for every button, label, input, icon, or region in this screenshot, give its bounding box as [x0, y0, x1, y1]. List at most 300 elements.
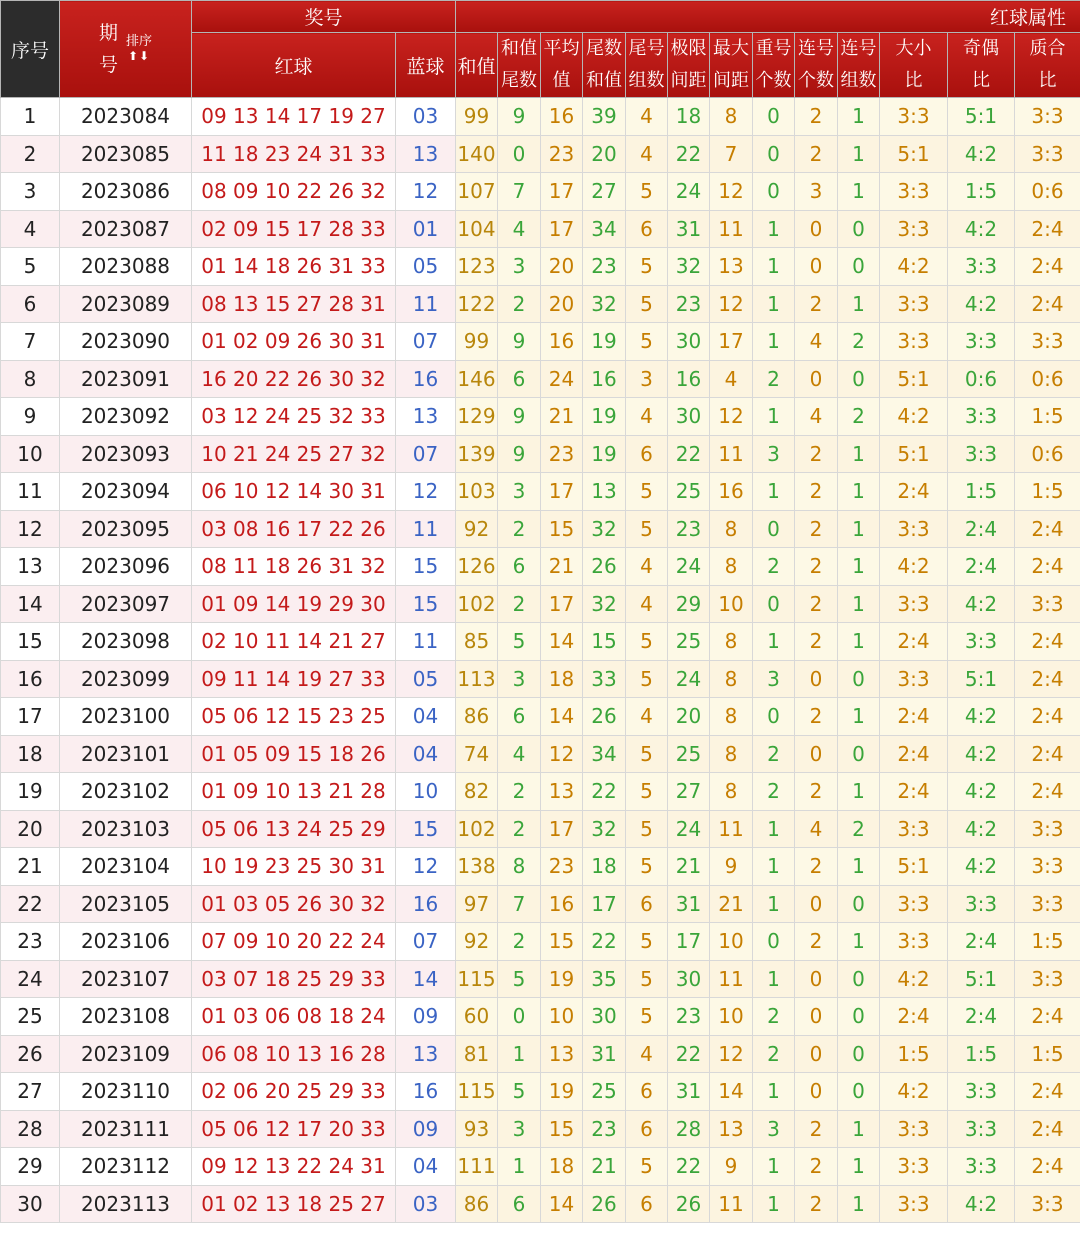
cell-red-balls: 06 10 12 14 30 31	[192, 473, 396, 511]
cell-period: 2023100	[60, 698, 192, 736]
cell-max-gap: 8	[710, 98, 753, 136]
cell-size-ratio: 5:1	[880, 435, 948, 473]
cell-tail-sum: 19	[583, 435, 626, 473]
cell-blue-ball: 11	[396, 510, 456, 548]
cell-consec-groups: 0	[838, 660, 880, 698]
cell-tail-groups: 3	[626, 360, 668, 398]
cell-sum: 107	[456, 173, 498, 211]
cell-max-gap: 8	[710, 735, 753, 773]
cell-odd-even-ratio: 4:2	[948, 698, 1015, 736]
cell-range: 23	[668, 998, 710, 1036]
cell-avg: 17	[541, 210, 583, 248]
cell-avg: 19	[541, 1073, 583, 1111]
cell-repeat-count: 2	[753, 773, 795, 811]
cell-blue-ball: 13	[396, 135, 456, 173]
cell-consec-groups: 0	[838, 360, 880, 398]
cell-seq: 7	[1, 323, 60, 361]
cell-sum-tail: 9	[498, 323, 541, 361]
cell-repeat-count: 2	[753, 548, 795, 586]
cell-avg: 15	[541, 923, 583, 961]
cell-avg: 15	[541, 1110, 583, 1148]
cell-consec-count: 4	[795, 398, 838, 436]
cell-prime-ratio: 0:6	[1015, 173, 1080, 211]
cell-size-ratio: 2:4	[880, 773, 948, 811]
cell-tail-groups: 6	[626, 210, 668, 248]
cell-range: 23	[668, 285, 710, 323]
cell-period: 2023107	[60, 960, 192, 998]
cell-sum-tail: 2	[498, 810, 541, 848]
cell-prime-ratio: 2:4	[1015, 285, 1080, 323]
cell-tail-groups: 4	[626, 98, 668, 136]
cell-period: 2023111	[60, 1110, 192, 1148]
cell-range: 25	[668, 735, 710, 773]
cell-prime-ratio: 1:5	[1015, 473, 1080, 511]
cell-size-ratio: 2:4	[880, 698, 948, 736]
cell-prime-ratio: 2:4	[1015, 998, 1080, 1036]
cell-consec-count: 2	[795, 1185, 838, 1223]
header-col-11: 质合 比	[1015, 33, 1080, 98]
cell-seq: 1	[1, 98, 60, 136]
cell-tail-groups: 5	[626, 810, 668, 848]
cell-range: 29	[668, 585, 710, 623]
cell-tail-groups: 5	[626, 473, 668, 511]
cell-blue-ball: 04	[396, 1148, 456, 1186]
cell-repeat-count: 0	[753, 923, 795, 961]
cell-prime-ratio: 2:4	[1015, 660, 1080, 698]
cell-range: 24	[668, 548, 710, 586]
cell-repeat-count: 3	[753, 1110, 795, 1148]
cell-tail-groups: 5	[626, 510, 668, 548]
header-col-0: 和值 尾数	[498, 33, 541, 98]
cell-avg: 18	[541, 1148, 583, 1186]
cell-red-balls: 07 09 10 20 22 24	[192, 923, 396, 961]
cell-size-ratio: 4:2	[880, 960, 948, 998]
cell-tail-sum: 25	[583, 1073, 626, 1111]
cell-period: 2023106	[60, 923, 192, 961]
cell-consec-count: 0	[795, 998, 838, 1036]
cell-avg: 23	[541, 435, 583, 473]
cell-sum-tail: 2	[498, 285, 541, 323]
header-col-3: 尾号 组数	[626, 33, 668, 98]
cell-odd-even-ratio: 4:2	[948, 810, 1015, 848]
cell-period: 2023097	[60, 585, 192, 623]
cell-prime-ratio: 2:4	[1015, 210, 1080, 248]
cell-consec-groups: 0	[838, 960, 880, 998]
cell-blue-ball: 15	[396, 548, 456, 586]
cell-avg: 16	[541, 885, 583, 923]
cell-sum: 129	[456, 398, 498, 436]
cell-sum-tail: 0	[498, 998, 541, 1036]
cell-max-gap: 9	[710, 1148, 753, 1186]
cell-consec-groups: 0	[838, 885, 880, 923]
cell-repeat-count: 1	[753, 960, 795, 998]
cell-range: 32	[668, 248, 710, 286]
header-col-5: 最大 间距	[710, 33, 753, 98]
cell-sum-tail: 6	[498, 548, 541, 586]
cell-odd-even-ratio: 3:3	[948, 435, 1015, 473]
cell-max-gap: 11	[710, 960, 753, 998]
cell-tail-groups: 6	[626, 1185, 668, 1223]
cell-consec-count: 2	[795, 698, 838, 736]
cell-red-balls: 01 14 18 26 31 33	[192, 248, 396, 286]
cell-odd-even-ratio: 2:4	[948, 998, 1015, 1036]
cell-sum: 146	[456, 360, 498, 398]
cell-consec-count: 0	[795, 248, 838, 286]
cell-avg: 14	[541, 698, 583, 736]
cell-avg: 21	[541, 548, 583, 586]
cell-red-balls: 01 09 14 19 29 30	[192, 585, 396, 623]
cell-size-ratio: 3:3	[880, 98, 948, 136]
cell-consec-count: 0	[795, 960, 838, 998]
cell-max-gap: 12	[710, 173, 753, 211]
cell-sum-tail: 9	[498, 98, 541, 136]
cell-max-gap: 16	[710, 473, 753, 511]
cell-blue-ball: 12	[396, 848, 456, 886]
cell-blue-ball: 16	[396, 360, 456, 398]
cell-repeat-count: 0	[753, 585, 795, 623]
cell-tail-sum: 19	[583, 398, 626, 436]
cell-seq: 20	[1, 810, 60, 848]
cell-blue-ball: 13	[396, 398, 456, 436]
cell-consec-groups: 2	[838, 810, 880, 848]
cell-blue-ball: 12	[396, 173, 456, 211]
cell-period: 2023090	[60, 323, 192, 361]
header-blue: 蓝球	[396, 33, 456, 98]
cell-repeat-count: 0	[753, 135, 795, 173]
cell-consec-count: 0	[795, 1073, 838, 1111]
table-row	[1, 435, 1080, 473]
cell-sum: 113	[456, 660, 498, 698]
cell-sum-tail: 2	[498, 773, 541, 811]
cell-prime-ratio: 2:4	[1015, 510, 1080, 548]
cell-consec-groups: 1	[838, 135, 880, 173]
cell-consec-count: 0	[795, 885, 838, 923]
cell-seq: 5	[1, 248, 60, 286]
cell-sum-tail: 7	[498, 885, 541, 923]
cell-tail-sum: 19	[583, 323, 626, 361]
cell-sum: 104	[456, 210, 498, 248]
cell-prime-ratio: 3:3	[1015, 960, 1080, 998]
cell-tail-sum: 21	[583, 1148, 626, 1186]
cell-range: 27	[668, 773, 710, 811]
table-row	[1, 585, 1080, 623]
cell-avg: 19	[541, 960, 583, 998]
cell-seq: 6	[1, 285, 60, 323]
cell-consec-count: 2	[795, 623, 838, 661]
cell-avg: 13	[541, 773, 583, 811]
cell-range: 30	[668, 398, 710, 436]
cell-size-ratio: 3:3	[880, 173, 948, 211]
cell-max-gap: 10	[710, 585, 753, 623]
cell-max-gap: 12	[710, 1035, 753, 1073]
cell-repeat-count: 3	[753, 435, 795, 473]
cell-consec-count: 4	[795, 810, 838, 848]
cell-sum: 123	[456, 248, 498, 286]
cell-sum: 139	[456, 435, 498, 473]
header-col-1: 平均 值	[541, 33, 583, 98]
cell-tail-groups: 5	[626, 735, 668, 773]
cell-consec-groups: 1	[838, 98, 880, 136]
cell-consec-count: 2	[795, 510, 838, 548]
header-red-attr: 红球属性	[456, 1, 1080, 33]
cell-blue-ball: 03	[396, 1185, 456, 1223]
cell-prime-ratio: 2:4	[1015, 1073, 1080, 1111]
cell-tail-sum: 30	[583, 998, 626, 1036]
cell-blue-ball: 15	[396, 810, 456, 848]
cell-tail-sum: 23	[583, 248, 626, 286]
cell-odd-even-ratio: 5:1	[948, 660, 1015, 698]
cell-period: 2023087	[60, 210, 192, 248]
cell-red-balls: 16 20 22 26 30 32	[192, 360, 396, 398]
cell-red-balls: 08 09 10 22 26 32	[192, 173, 396, 211]
cell-prime-ratio: 2:4	[1015, 548, 1080, 586]
cell-tail-sum: 32	[583, 585, 626, 623]
cell-range: 22	[668, 435, 710, 473]
cell-odd-even-ratio: 4:2	[948, 773, 1015, 811]
header-period[interactable]	[60, 1, 192, 98]
cell-avg: 14	[541, 1185, 583, 1223]
cell-consec-count: 2	[795, 285, 838, 323]
cell-consec-count: 2	[795, 1110, 838, 1148]
cell-seq: 13	[1, 548, 60, 586]
cell-seq: 14	[1, 585, 60, 623]
cell-seq: 8	[1, 360, 60, 398]
cell-size-ratio: 5:1	[880, 360, 948, 398]
cell-range: 22	[668, 135, 710, 173]
cell-seq: 26	[1, 1035, 60, 1073]
cell-consec-count: 3	[795, 173, 838, 211]
cell-repeat-count: 0	[753, 698, 795, 736]
table-row	[1, 1035, 1080, 1073]
cell-red-balls: 10 19 23 25 30 31	[192, 848, 396, 886]
table-row	[1, 848, 1080, 886]
cell-period: 2023092	[60, 398, 192, 436]
cell-sum: 138	[456, 848, 498, 886]
sort-button[interactable]	[126, 35, 152, 63]
cell-sum: 74	[456, 735, 498, 773]
cell-consec-groups: 0	[838, 998, 880, 1036]
cell-prime-ratio: 3:3	[1015, 323, 1080, 361]
cell-sum-tail: 5	[498, 623, 541, 661]
cell-period: 2023112	[60, 1148, 192, 1186]
cell-size-ratio: 1:5	[880, 1035, 948, 1073]
header-col-7: 连号 个数	[795, 33, 838, 98]
cell-consec-groups: 1	[838, 698, 880, 736]
cell-size-ratio: 2:4	[880, 735, 948, 773]
cell-prime-ratio: 2:4	[1015, 735, 1080, 773]
cell-consec-groups: 1	[838, 1185, 880, 1223]
cell-tail-sum: 17	[583, 885, 626, 923]
cell-range: 25	[668, 473, 710, 511]
table-row	[1, 1073, 1080, 1111]
cell-tail-sum: 23	[583, 1110, 626, 1148]
cell-avg: 13	[541, 1035, 583, 1073]
cell-consec-count: 2	[795, 585, 838, 623]
cell-tail-groups: 5	[626, 998, 668, 1036]
cell-odd-even-ratio: 3:3	[948, 1148, 1015, 1186]
cell-sum: 92	[456, 510, 498, 548]
table-row	[1, 323, 1080, 361]
cell-seq: 28	[1, 1110, 60, 1148]
sort-arrows-icon: ⬆⬇	[127, 49, 151, 63]
cell-blue-ball: 09	[396, 998, 456, 1036]
cell-seq: 27	[1, 1073, 60, 1111]
table-row	[1, 473, 1080, 511]
cell-consec-groups: 0	[838, 1035, 880, 1073]
header-col-8: 连号 组数	[838, 33, 880, 98]
cell-seq: 23	[1, 923, 60, 961]
cell-odd-even-ratio: 5:1	[948, 960, 1015, 998]
cell-red-balls: 01 09 10 13 21 28	[192, 773, 396, 811]
cell-blue-ball: 12	[396, 473, 456, 511]
cell-size-ratio: 4:2	[880, 548, 948, 586]
cell-size-ratio: 2:4	[880, 623, 948, 661]
cell-red-balls: 03 12 24 25 32 33	[192, 398, 396, 436]
cell-prime-ratio: 0:6	[1015, 360, 1080, 398]
cell-repeat-count: 1	[753, 623, 795, 661]
cell-repeat-count: 2	[753, 360, 795, 398]
cell-consec-groups: 2	[838, 323, 880, 361]
cell-period: 2023093	[60, 435, 192, 473]
cell-blue-ball: 03	[396, 98, 456, 136]
cell-tail-sum: 20	[583, 135, 626, 173]
cell-sum: 111	[456, 1148, 498, 1186]
cell-range: 24	[668, 810, 710, 848]
cell-avg: 18	[541, 660, 583, 698]
cell-seq: 2	[1, 135, 60, 173]
table-row	[1, 773, 1080, 811]
cell-consec-groups: 1	[838, 773, 880, 811]
cell-range: 20	[668, 698, 710, 736]
cell-red-balls: 01 03 06 08 18 24	[192, 998, 396, 1036]
cell-blue-ball: 16	[396, 885, 456, 923]
cell-size-ratio: 2:4	[880, 998, 948, 1036]
cell-sum-tail: 2	[498, 923, 541, 961]
cell-consec-groups: 1	[838, 548, 880, 586]
cell-prime-ratio: 3:3	[1015, 135, 1080, 173]
cell-red-balls: 05 06 12 17 20 33	[192, 1110, 396, 1148]
cell-prime-ratio: 0:6	[1015, 435, 1080, 473]
cell-repeat-count: 2	[753, 735, 795, 773]
cell-tail-sum: 34	[583, 210, 626, 248]
cell-avg: 24	[541, 360, 583, 398]
cell-tail-groups: 5	[626, 660, 668, 698]
cell-red-balls: 05 06 13 24 25 29	[192, 810, 396, 848]
cell-consec-groups: 0	[838, 210, 880, 248]
cell-odd-even-ratio: 3:3	[948, 323, 1015, 361]
cell-period: 2023110	[60, 1073, 192, 1111]
cell-seq: 12	[1, 510, 60, 548]
cell-prime-ratio: 3:3	[1015, 810, 1080, 848]
cell-seq: 3	[1, 173, 60, 211]
table-row	[1, 173, 1080, 211]
cell-sum: 102	[456, 585, 498, 623]
cell-odd-even-ratio: 4:2	[948, 135, 1015, 173]
cell-period: 2023091	[60, 360, 192, 398]
cell-tail-sum: 32	[583, 510, 626, 548]
cell-size-ratio: 4:2	[880, 1073, 948, 1111]
header-period-label: 期 号	[98, 22, 118, 76]
cell-tail-groups: 5	[626, 623, 668, 661]
cell-prime-ratio: 2:4	[1015, 698, 1080, 736]
cell-repeat-count: 2	[753, 1035, 795, 1073]
cell-sum-tail: 3	[498, 660, 541, 698]
cell-sum-tail: 5	[498, 1073, 541, 1111]
cell-range: 31	[668, 885, 710, 923]
cell-consec-groups: 0	[838, 248, 880, 286]
cell-repeat-count: 3	[753, 660, 795, 698]
cell-size-ratio: 5:1	[880, 848, 948, 886]
cell-prime-ratio: 1:5	[1015, 1035, 1080, 1073]
cell-seq: 29	[1, 1148, 60, 1186]
cell-avg: 20	[541, 248, 583, 286]
cell-red-balls: 10 21 24 25 27 32	[192, 435, 396, 473]
cell-repeat-count: 2	[753, 998, 795, 1036]
cell-size-ratio: 3:3	[880, 810, 948, 848]
cell-range: 24	[668, 660, 710, 698]
cell-sum-tail: 3	[498, 473, 541, 511]
cell-sum-tail: 4	[498, 210, 541, 248]
cell-range: 18	[668, 98, 710, 136]
cell-period: 2023084	[60, 98, 192, 136]
cell-size-ratio: 3:3	[880, 285, 948, 323]
cell-consec-groups: 2	[838, 398, 880, 436]
cell-tail-sum: 31	[583, 1035, 626, 1073]
cell-odd-even-ratio: 4:2	[948, 210, 1015, 248]
cell-sum-tail: 9	[498, 398, 541, 436]
cell-tail-groups: 5	[626, 173, 668, 211]
cell-max-gap: 10	[710, 923, 753, 961]
cell-period: 2023108	[60, 998, 192, 1036]
cell-range: 17	[668, 923, 710, 961]
cell-tail-groups: 4	[626, 398, 668, 436]
cell-sum-tail: 2	[498, 510, 541, 548]
cell-odd-even-ratio: 4:2	[948, 1185, 1015, 1223]
cell-period: 2023104	[60, 848, 192, 886]
cell-blue-ball: 09	[396, 1110, 456, 1148]
cell-sum: 115	[456, 1073, 498, 1111]
cell-tail-sum: 13	[583, 473, 626, 511]
table-row	[1, 98, 1080, 136]
cell-max-gap: 7	[710, 135, 753, 173]
cell-consec-count: 2	[795, 135, 838, 173]
cell-max-gap: 9	[710, 848, 753, 886]
cell-consec-count: 2	[795, 473, 838, 511]
cell-odd-even-ratio: 1:5	[948, 473, 1015, 511]
cell-range: 30	[668, 323, 710, 361]
cell-range: 24	[668, 173, 710, 211]
cell-blue-ball: 10	[396, 773, 456, 811]
cell-repeat-count: 1	[753, 1148, 795, 1186]
cell-max-gap: 11	[710, 210, 753, 248]
cell-seq: 15	[1, 623, 60, 661]
cell-prime-ratio: 2:4	[1015, 773, 1080, 811]
cell-seq: 16	[1, 660, 60, 698]
cell-consec-count: 2	[795, 435, 838, 473]
cell-max-gap: 8	[710, 698, 753, 736]
cell-prime-ratio: 3:3	[1015, 848, 1080, 886]
cell-sum: 102	[456, 810, 498, 848]
cell-consec-groups: 1	[838, 623, 880, 661]
cell-repeat-count: 1	[753, 398, 795, 436]
header-sum: 和值	[456, 33, 498, 98]
cell-period: 2023085	[60, 135, 192, 173]
cell-consec-count: 4	[795, 323, 838, 361]
cell-repeat-count: 1	[753, 848, 795, 886]
cell-consec-count: 2	[795, 773, 838, 811]
cell-avg: 12	[541, 735, 583, 773]
cell-period: 2023109	[60, 1035, 192, 1073]
